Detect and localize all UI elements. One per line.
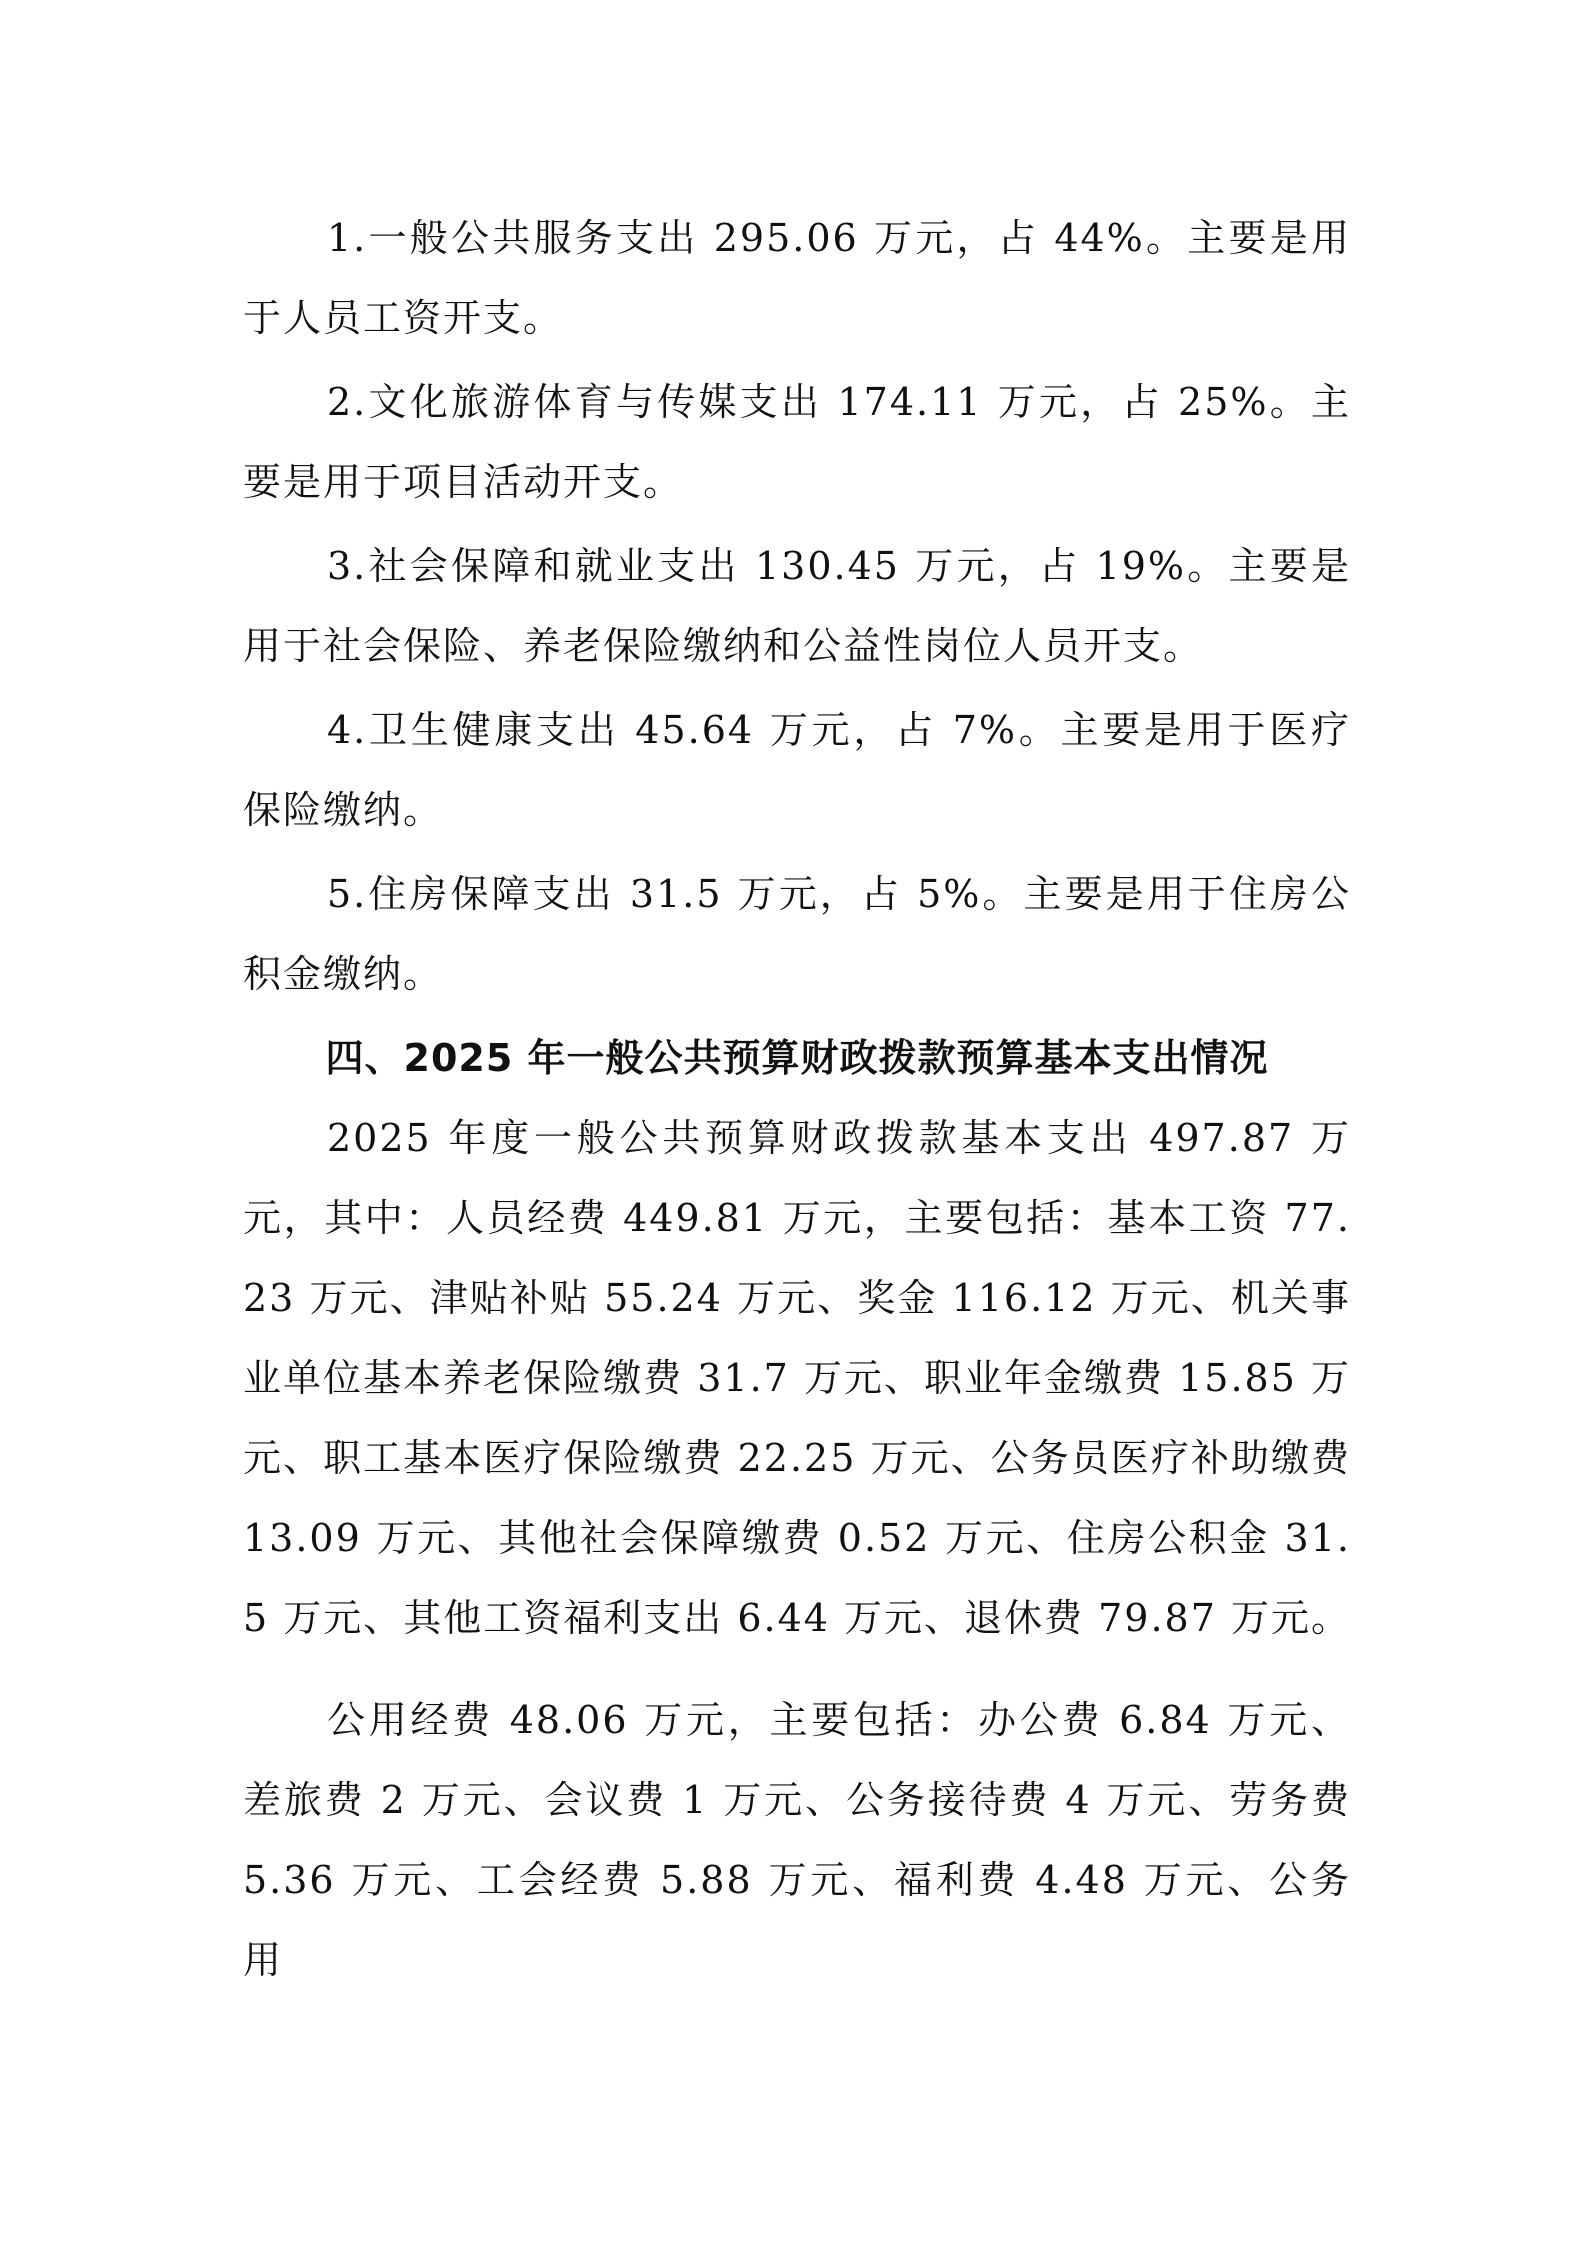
section-heading: 四、2025 年一般公共预算财政拨款预算基本支出情况 — [325, 1036, 1269, 1080]
paragraph-public-expenses: 公用经费 48.06 万元，主要包括：办公费 6.84 万元、差旅费 2 万元、会议费 1 万元、公务接待费 4 万元、劳务费 5.36 万元、工会经费 5.88 万元、福利费 4.48 万元、公务用 — [243, 1698, 1351, 1982]
document-body — [243, 198, 1351, 2000]
paragraph-personnel-expenses: 2025 年度一般公共预算财政拨款基本支出 497.87 万元，其中：人员经费 449.81 万元，主要包括：基本工资 77.23 万元、津贴补贴 55.24 万元、奖金 116.12 万元、机关事业单位基本养老保险缴费 31.7 万元、职业年金缴费 15.85 万元、职工基本医疗保险缴费 22.25 万元、公务员医疗补助缴费 13.09 万元、其他社会保障缴费 0.52 万元、住房公积金 31.5 万元、其他工资福利支出 6.44 万元、退休费 79.87 万元。 — [243, 1116, 1351, 1640]
item-culture-tourism-sports: 2.文化旅游体育与传媒支出 174.11 万元，占 25%。主要是用于项目活动开支。 — [243, 380, 1351, 504]
item-health: 4.卫生健康支出 45.64 万元，占 7%。主要是用于医疗保险缴纳。 — [243, 708, 1351, 832]
item-social-security: 3.社会保障和就业支出 130.45 万元，占 19%。主要是用于社会保险、养老保险缴纳和公益性岗位人员开支。 — [243, 544, 1351, 668]
item-general-public-services: 1.一般公共服务支出 295.06 万元，占 44%。主要是用于人员工资开支。 — [243, 216, 1351, 340]
item-housing: 5.住房保障支出 31.5 万元，占 5%。主要是用于住房公积金缴纳。 — [243, 872, 1351, 996]
